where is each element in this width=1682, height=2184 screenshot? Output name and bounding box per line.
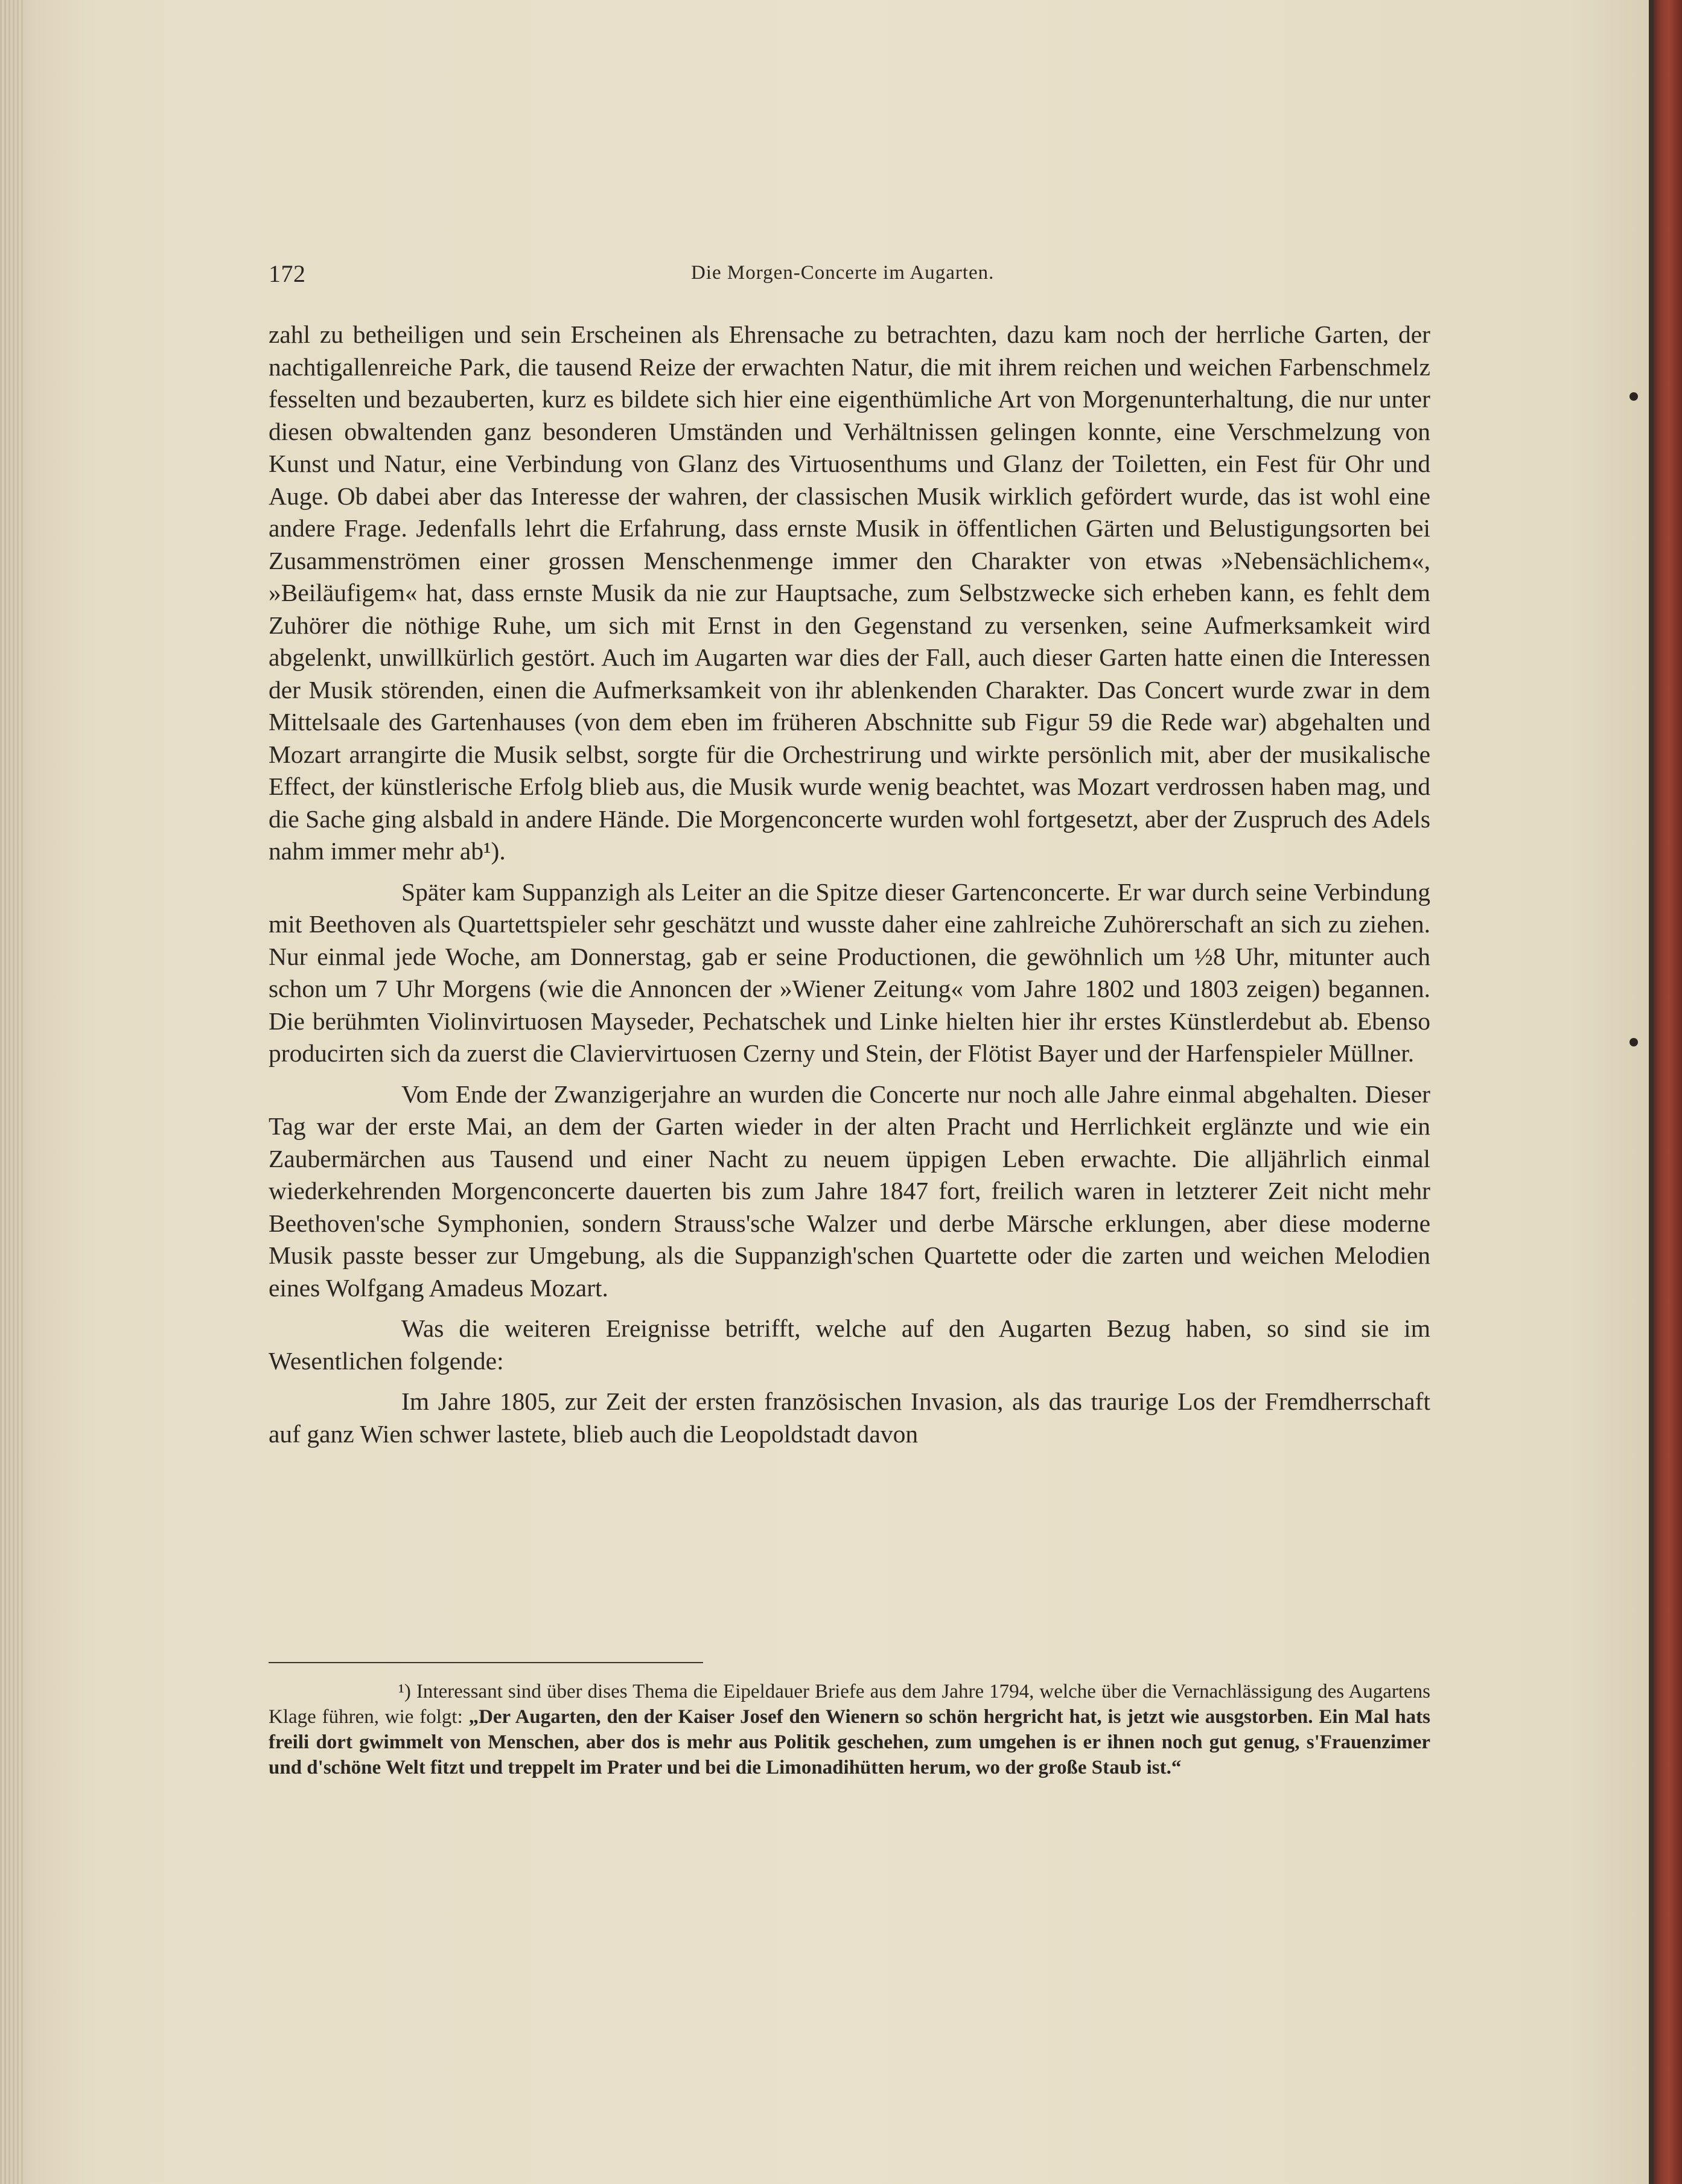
page-header bbox=[269, 259, 1427, 290]
page-number: 172 bbox=[269, 260, 306, 287]
running-title: Die Morgen-Concerte im Augarten. bbox=[691, 262, 995, 284]
paragraph: Vom Ende der Zwanzigerjahre an wurden die Concerte nur noch alle Jahre einmal abgehalten. Dieser Tag war der erste Mai, an dem der Garten wieder in der alten Pracht und Herrlichkeit erglänzte und wie ein Zaubermärchen aus Tausend und einer Nacht zu neuem üppigen Leben erwachte. Die alljährlich einmal wiederkehrenden Morgenconcerte dauerten bis zum Jahre 1847 fort, freilich waren in letzterer Zeit nicht mehr Beethoven'sche Symphonien, sondern Strauss'sche Walzer und derbe Märsche erklungen, aber diese moderne Musik passte besser zur Umgebung, als die Suppanzigh'schen Quartette oder die zarten und weichen Melodien eines Wolfgang Amadeus Mozart. bbox=[269, 1080, 1430, 1302]
page-mark bbox=[1629, 1038, 1638, 1046]
footnote-divider bbox=[269, 1662, 703, 1663]
paragraph: zahl zu betheiligen und sein Erscheinen als Ehrensache zu betrachten, dazu kam noch der herrliche Garten, der nachtigallenreiche Park, die tausend Reize der erwachten Natur, die mit ihrem reichen und weichen Farbenschmelz fesselten und bezauberten, kurz es bildete sich hier eine eigenthümliche Art von Morgenunterhaltung, die nur unter diesen obwaltenden ganz besonderen Umständen und Verhältnissen gelingen konnte, eine Verschmelzung von Kunst und Natur, eine Verbindung von Glanz des Virtuosenthums und Glanz der Toiletten, ein Fest für Ohr und Auge. Ob dabei aber das Interesse der wahren, der classischen Musik wirklich gefördert wurde, das ist wohl eine andere Frage. Jedenfalls lehrt die Erfahrung, dass ernste Musik in öffentlichen Gärten und Belustigungsorten bei Zusammenströmen einer grossen Menschenmenge immer den Charakter von etwas »Nebensächlichem«, »Beiläufigem« hat, dass ernste Musik da nie zur Hauptsache, zum Selbstzwecke sich erheben kann, es fehlt dem Zuhörer die nöthige Ruhe, um sich mit Ernst in den Gegenstand zu versenken, seine Aufmerksamkeit wird abgelenkt, unwillkürlich gestört. Auch im Augarten war dies der Fall, auch dieser Garten hatte einen die Interessen der Musik störenden, einen die Aufmerksamkeit von ihr ablenkenden Charakter. Das Concert wurde zwar in dem Mittelsaale des Gartenhauses (von dem eben im früheren Abschnitte sub Figur 59 die Rede war) abgehalten und Mozart arrangirte die Musik selbst, sorgte für die Orchestrirung und wirkte persönlich mit, aber der musikalische Effect, der künstlerische Erfolg blieb aus, die Musik wurde wenig beachtet, was Mozart verdrossen haben mag, und die Sache ging alsbald in andere Hände. Die Morgenconcerte wurden wohl fortgesetzt, aber der Zuspruch des Adels nahm immer mehr ab¹). bbox=[269, 320, 1430, 865]
footnote bbox=[269, 1679, 1430, 1780]
paragraph: Was die weiteren Ereignisse betrifft, welche auf den Augarten Bezug haben, so sind sie im Wesentlichen folgende: bbox=[269, 1314, 1430, 1375]
page-edge bbox=[0, 0, 24, 2184]
body-text bbox=[269, 319, 1430, 1450]
paragraph: Im Jahre 1805, zur Zeit der ersten französischen Invasion, als das traurige Los der Fremdherrschaft auf ganz Wien schwer lastete, blieb auch die Leopoldstadt davon bbox=[269, 1387, 1430, 1448]
footnote-intro: ¹) Interessant sind über dises Thema die Eipeldauer Briefe aus dem Jahre 1794, welche über die Vernachlässigung des Augartens Klage führen, wie folgt: bbox=[269, 1681, 1430, 1728]
page-mark bbox=[1629, 392, 1638, 401]
book-binding bbox=[1654, 0, 1682, 2184]
paragraph: Später kam Suppanzigh als Leiter an die Spitze dieser Gartenconcerte. Er war durch seine Verbindung mit Beethoven als Quartettspieler sehr geschätzt und wusste daher eine zahlreiche Zuhörerschaft an sich zu ziehen. Nur einmal jede Woche, am Donnerstag, gab er seine Productionen, die gewöhnlich um ½8 Uhr, mitunter auch schon um 7 Uhr Morgens (wie die Annoncen der »Wiener Zeitung« vom Jahre 1802 und 1803 zeigen) begannen. Die berühmten Violinvirtuosen Mayseder, Pechatschek und Linke hielten hier ihr erstes Künstlerdebut ab. Ebenso producirten sich da zuerst die Claviervirtuosen Czerny und Stein, der Flötist Bayer und der Harfenspieler Müllner. bbox=[269, 877, 1430, 1067]
footnote-quote: „Der Augarten, den der Kaiser Josef den Wienern so schön hergricht hat, is jetzt wie ausgstorben. Ein Mal hats freili dort gwimmelt von Menschen, aber dos is mehr aus Politik geschehen, zum umgehen is er ihnen noch gut genug, s'Frauenzimer und d'schöne Welt fitzt und treppelt im Prater und bei die Limonadihütten herum, wo der große Staub ist.“ bbox=[269, 1706, 1430, 1778]
